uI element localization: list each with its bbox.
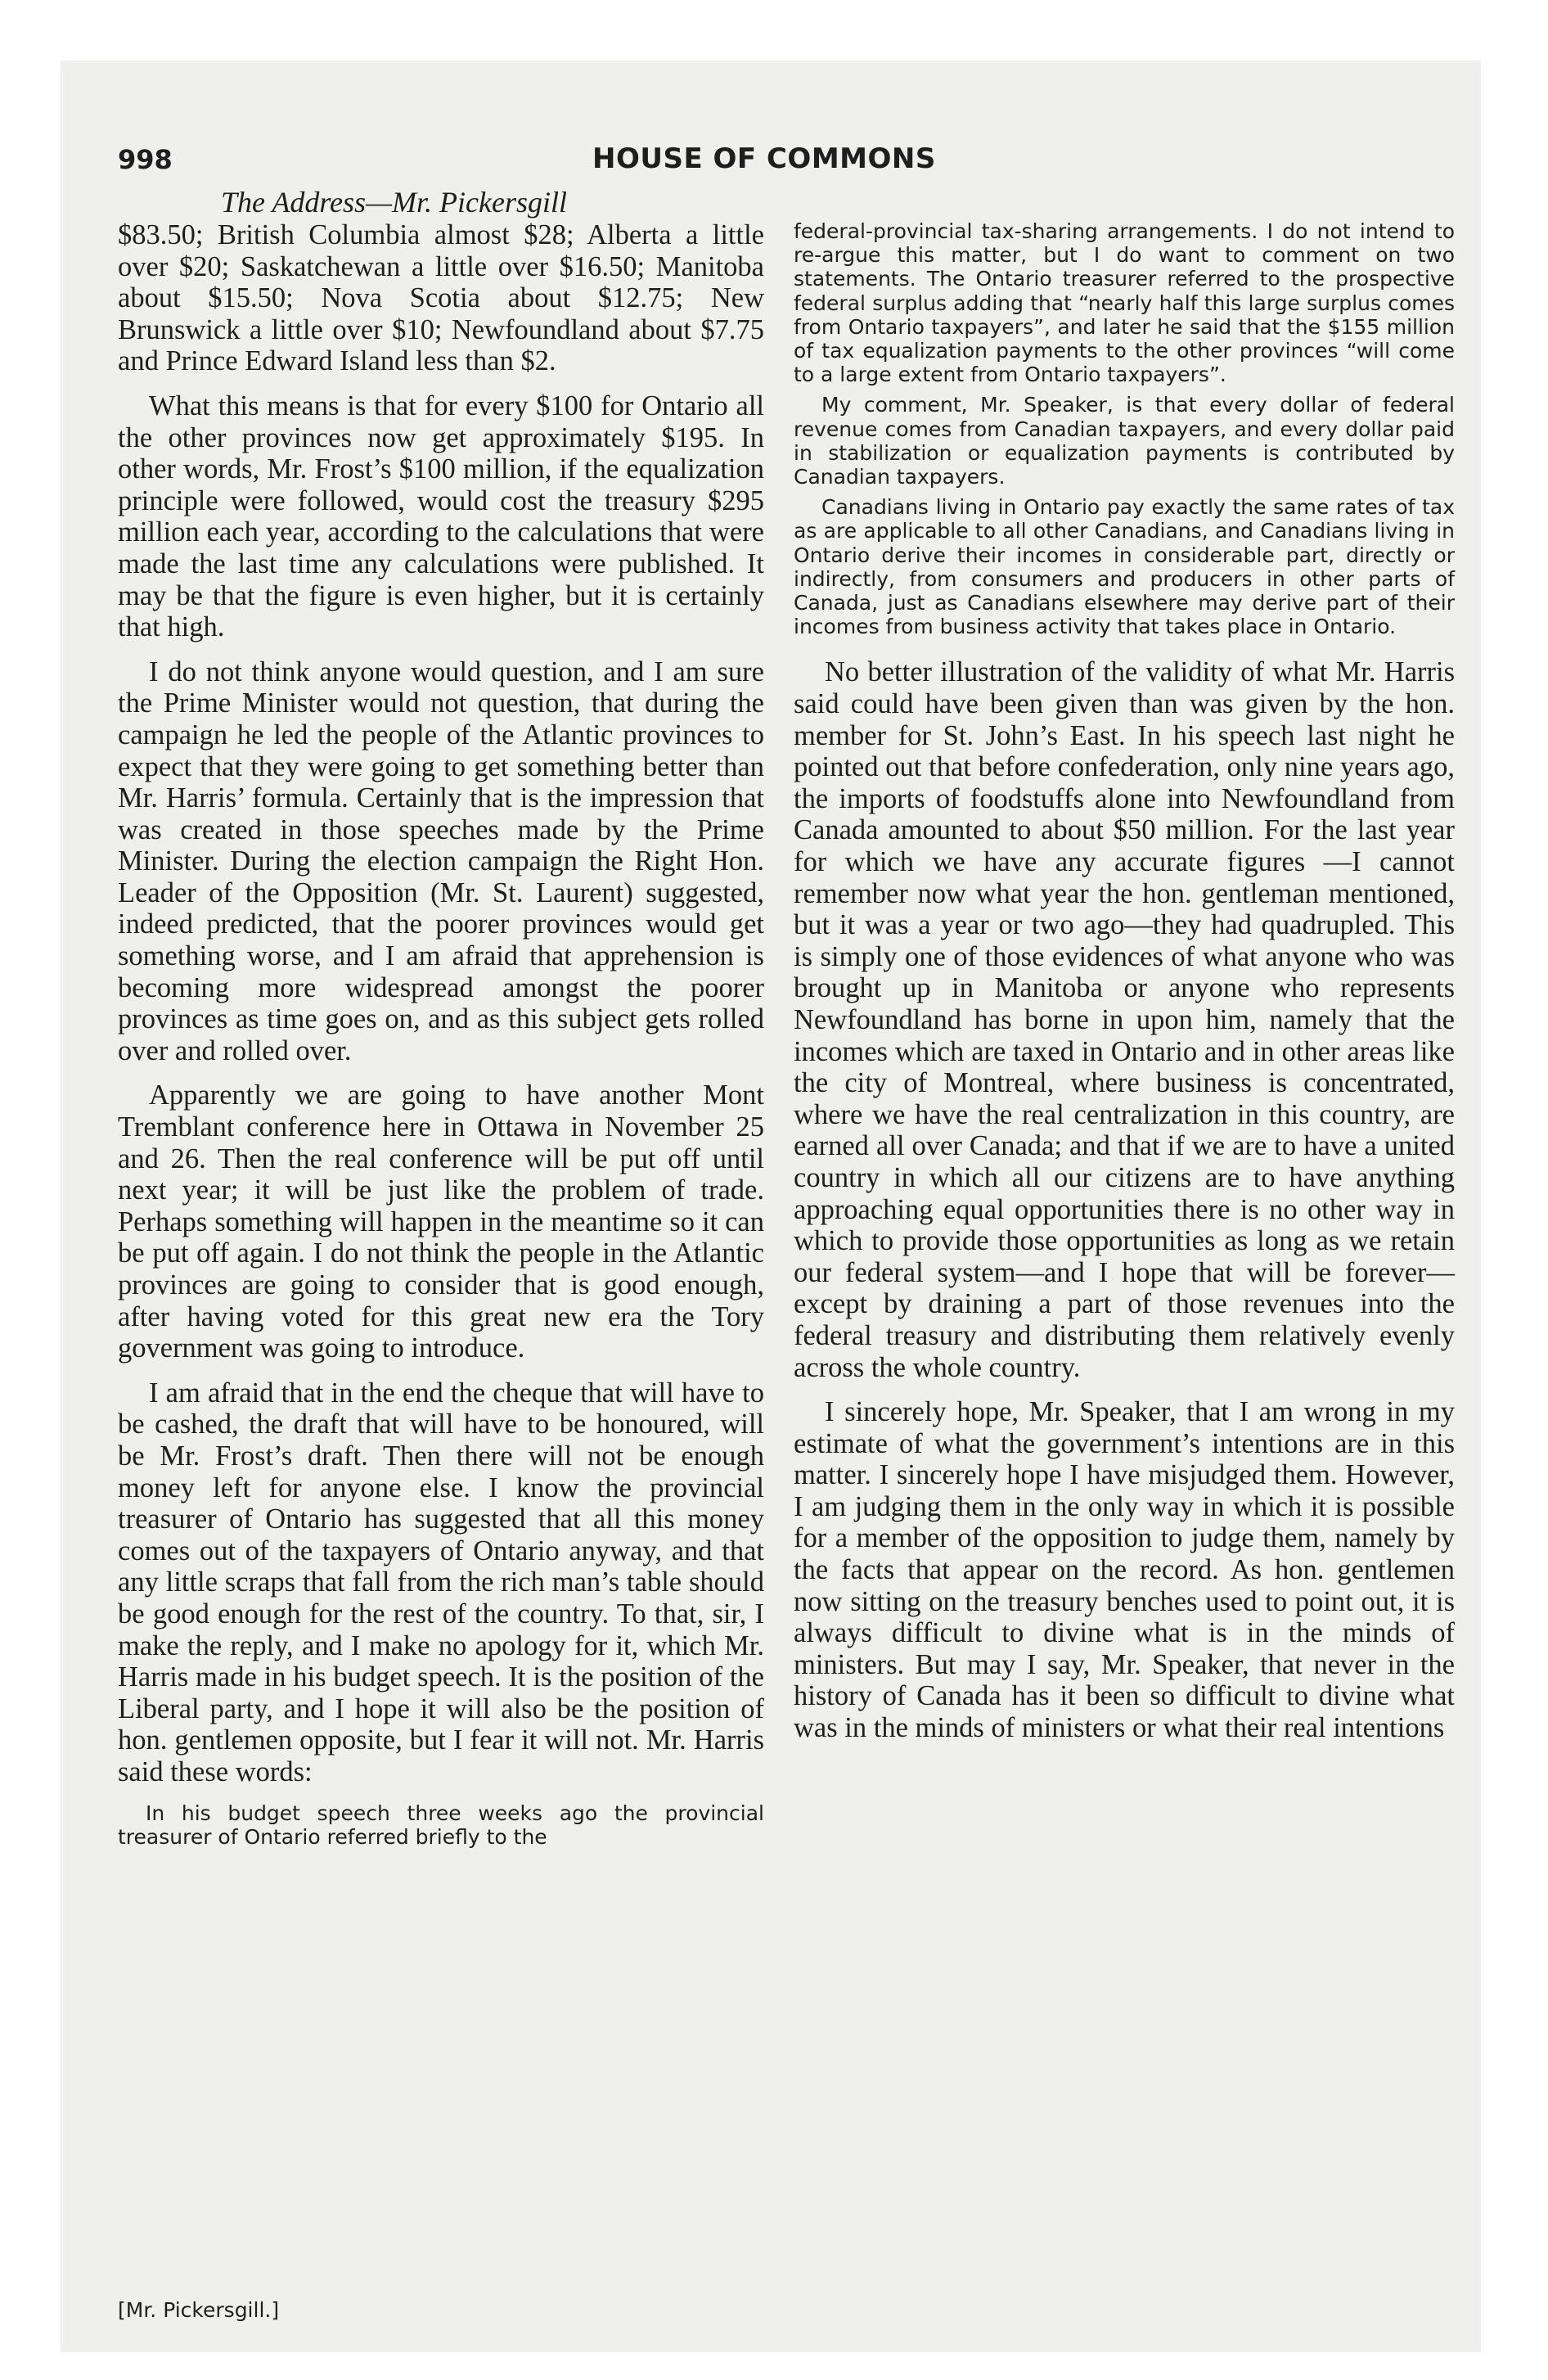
quoted-paragraph: federal-provincial tax-sharing arrangements. I do not intend to re-argue this matter, but I do want to comment on two statements. The Ontario treasurer referred to the prospective federal surplus adding that “nearly half this large surplus comes from Ontario taxpayers”, and later he said that the $155 million of tax equalization payments to the other provinces “will come to a large extent from Ontario taxpayers”. bbox=[794, 219, 1455, 387]
quoted-paragraph: My comment, Mr. Speaker, is that every dollar of federal revenue comes from Canadian taxpayers, and every dollar paid in stabilization or equalization payments is contributed by Canadian taxpayers. bbox=[794, 393, 1455, 489]
speaker-footnote: [Mr. Pickersgill.] bbox=[118, 2298, 280, 2322]
page-header bbox=[118, 137, 1456, 187]
running-title: HOUSE OF COMMONS bbox=[592, 142, 936, 175]
paragraph: $83.50; British Columbia almost $28; Alberta a little over $20; Saskatchewan a little over $16.50; Manitoba about $15.50; Nova Scotia about $12.75; New Brunswick a little over $10; Newfoundland about $7.75 and Prince Edward Island less than $2. bbox=[118, 219, 764, 377]
paragraph: I am afraid that in the end the cheque that will have to be cashed, the draft that will have to be honoured, will be Mr. Frost’s draft. Then there will not be enough money left for anyone else. I know the provincial treasurer of Ontario has suggested that all this money comes out of the taxpayers of Ontario anyway, and that any little scraps that fall from the rich man’s table should be good enough for the rest of the country. To that, sir, I make the reply, and I make no apology for it, which Mr. Harris made in his budget speech. It is the position of the Liberal party, and I hope it will also be the position of hon. gentlemen opposite, but I fear it will not. Mr. Harris said these words: bbox=[118, 1377, 764, 1787]
section-subhead: The Address—Mr. Pickersgill bbox=[221, 186, 567, 219]
paragraph: What this means is that for every $100 for Ontario all the other provinces now get approximately $195. In other words, Mr. Frost’s $100 million, if the equalization principle were followed, would cost the treasury $295 million each year, according to the calculations that were made the last time any calculations were published. It may be that the figure is even higher, but it is certainly that high. bbox=[118, 390, 764, 643]
paragraph: No better illustration of the validity of what Mr. Harris said could have been given than was given by the hon. member for St. John’s East. In his speech last night he pointed out that before confederation, only nine years ago, the imports of foodstuffs alone into Newfoundland from Canada amounted to about $50 million. For the last year for which we have any accurate figures —I cannot remember now what year the hon. gentleman mentioned, but it was a year or two ago—they had quadrupled. This is simply one of those evidences of what anyone who was brought up in Manitoba or anyone who represents Newfoundland has borne in upon him, namely that the incomes which are taxed in Ontario and in other areas like the city of Montreal, where business is concentrated, where we have the real centralization in this country, are earned all over Canada; and that if we are to have a united country in which all our citizens are to have anything approaching equal opportunities there is no other way in which to provide those opportunities as long as we retain our federal system—and I hope that will be forever—except by draining a part of those revenues into the federal treasury and distributing them relatively evenly across the whole country. bbox=[794, 656, 1455, 1383]
quoted-paragraph: In his budget speech three weeks ago the provincial treasurer of Ontario referred briefly to the bbox=[118, 1801, 764, 1849]
right-column bbox=[794, 219, 1455, 1757]
quoted-paragraph: Canadians living in Ontario pay exactly the same rates of tax as are applicable to all other Canadians, and Canadians living in Ontario derive their incomes in considerable part, directly or indirectly, from consumers and producers in other parts of Canada, just as Canadians elsewhere may derive part of their incomes from business activity that takes place in Ontario. bbox=[794, 495, 1455, 639]
left-column bbox=[118, 219, 764, 1855]
page-number: 998 bbox=[118, 144, 173, 175]
paragraph: Apparently we are going to have another Mont Tremblant conference here in Ottawa in November 25 and 26. Then the real conference will be put off until next year; it will be just like the problem of trade. Perhaps something will happen in the meantime so it can be put off again. I do not think the people in the Atlantic provinces are going to consider that is good enough, after having voted for this great new era the Tory government was going to introduce. bbox=[118, 1080, 764, 1364]
paragraph: I do not think anyone would question, and I am sure the Prime Minister would not question, that during the campaign he led the people of the Atlantic provinces to expect that they were going to get something better than Mr. Harris’ formula. Certainly that is the impression that was created in those speeches made by the Prime Minister. During the election campaign the Right Hon. Leader of the Opposition (Mr. St. Laurent) suggested, indeed predicted, that the poorer provinces would get something worse, and I am afraid that apprehension is becoming more widespread amongst the poorer provinces as time goes on, and as this subject gets rolled over and rolled over. bbox=[118, 656, 764, 1066]
paragraph: I sincerely hope, Mr. Speaker, that I am wrong in my estimate of what the government’s intentions are in this matter. I sincerely hope I have misjudged them. However, I am judging them in the only way in which it is possible for a member of the opposition to judge them, namely by the facts that appear on the record. As hon. gentlemen now sitting on the treasury benches used to point out, it is always difficult to divine what is in the minds of ministers. But may I say, Mr. Speaker, that never in the history of Canada has it been so difficult to divine what was in the minds of ministers or what their real intentions bbox=[794, 1396, 1455, 1744]
